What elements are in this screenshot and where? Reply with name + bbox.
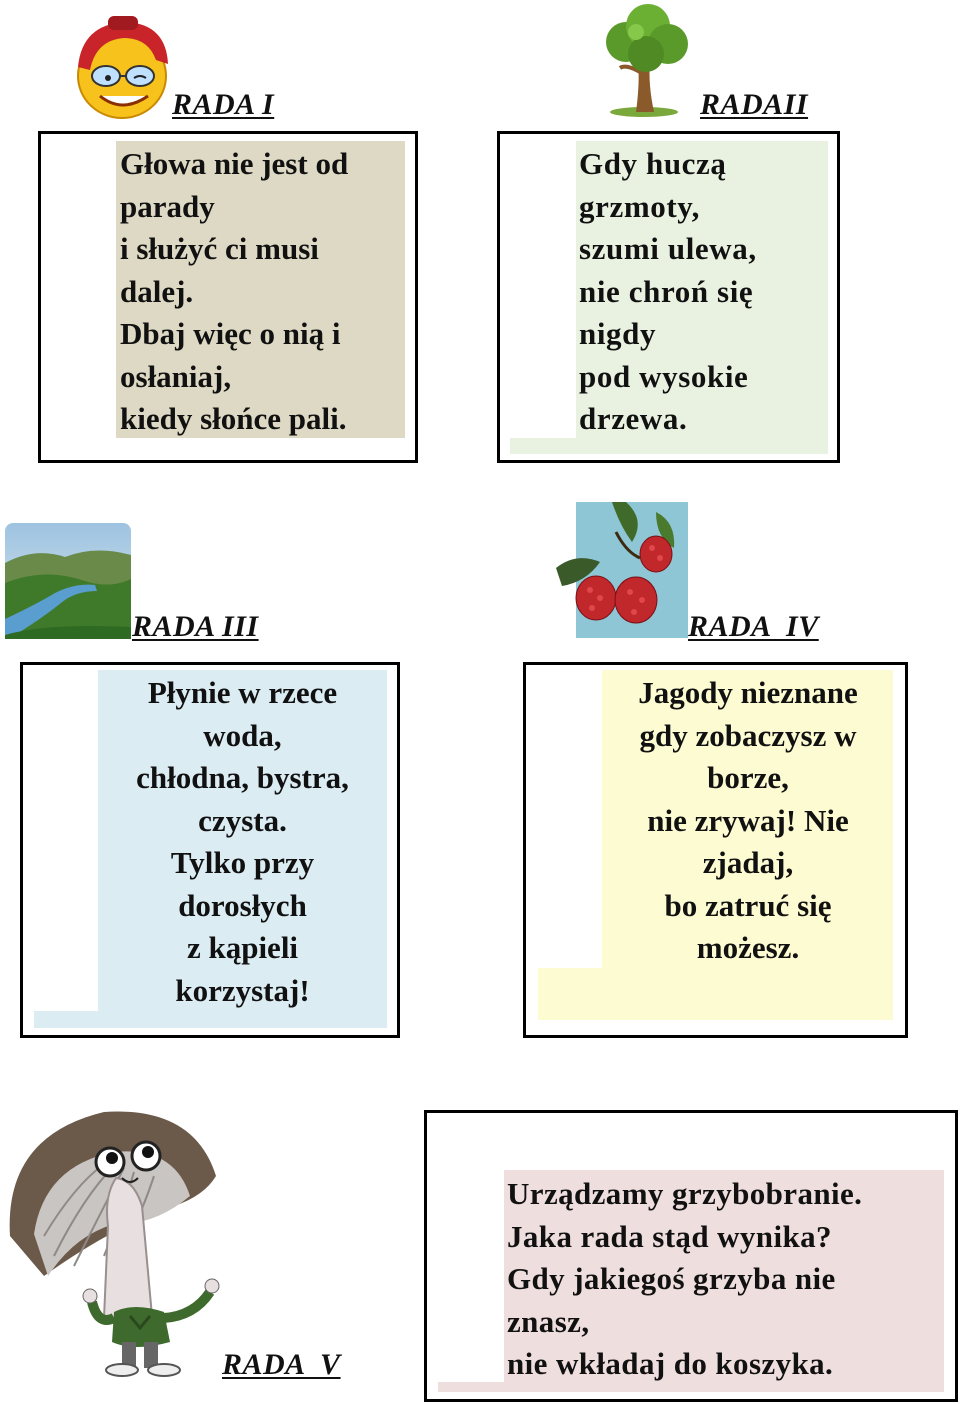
card1-line: osłaniaj, bbox=[120, 358, 232, 394]
card4-line: borze, bbox=[707, 760, 789, 795]
card4-line: gdy zobaczysz w bbox=[639, 717, 857, 753]
card4-background-strip bbox=[538, 968, 893, 1020]
card1-line: dalej. bbox=[120, 273, 194, 309]
card3-line: z kąpieli bbox=[186, 930, 299, 965]
card3-text bbox=[98, 672, 387, 1012]
card5-line: Gdy jakiegoś grzyba nie bbox=[507, 1261, 836, 1296]
card5-line: nie wkładaj do koszyka. bbox=[507, 1346, 834, 1381]
card3-title: RADA III bbox=[132, 610, 259, 643]
smiley-cap-icon bbox=[68, 12, 176, 122]
card2-text bbox=[579, 143, 757, 441]
card4-line: bo zatruć się bbox=[664, 887, 832, 923]
card5-title: RADA V bbox=[222, 1348, 341, 1381]
card3-line: woda, bbox=[203, 717, 282, 753]
card1-title: RADA I bbox=[172, 88, 275, 121]
card2-title: RADAII bbox=[700, 88, 809, 121]
card4-line: możesz. bbox=[696, 930, 800, 965]
card3-line: chłodna, bystra, bbox=[136, 760, 349, 795]
card3-line: Płynie w rzece bbox=[147, 675, 338, 710]
card1-line: Dbaj więc o nią i bbox=[120, 316, 341, 351]
card3-line: dorosłych bbox=[178, 887, 307, 923]
card2-line: grzmoty, bbox=[579, 188, 701, 224]
card1-line: kiedy słońce pali. bbox=[120, 401, 347, 436]
card5-line: znasz, bbox=[507, 1303, 590, 1339]
raspberry-icon bbox=[556, 502, 688, 638]
card5-line: Jaka rada stąd wynika? bbox=[507, 1218, 832, 1254]
card3-line: korzystaj! bbox=[175, 972, 310, 1008]
card5-text bbox=[507, 1173, 862, 1386]
card2-line: nigdy bbox=[579, 316, 657, 351]
card1-text bbox=[120, 143, 348, 441]
card4-line: nie zrywaj! Nie bbox=[647, 802, 849, 838]
card5-line: Urządzamy grzybobranie. bbox=[507, 1176, 863, 1211]
card3-background-strip bbox=[34, 1011, 387, 1028]
mushroom-character-icon bbox=[4, 1106, 224, 1378]
card1-line: Głowa nie jest od bbox=[120, 146, 349, 181]
card1-line: parady bbox=[120, 188, 215, 224]
card4-line: zjadaj, bbox=[702, 845, 794, 880]
river-landscape-icon bbox=[5, 523, 131, 639]
card3-line: Tylko przy bbox=[170, 845, 315, 880]
card4-line: Jagody nieznane bbox=[638, 675, 858, 710]
card2-line: Gdy huczą bbox=[579, 146, 727, 181]
card1-line: i służyć ci musi bbox=[120, 231, 319, 266]
card2-line: drzewa. bbox=[579, 401, 688, 436]
card4-text bbox=[598, 672, 898, 970]
card2-line: nie chroń się bbox=[579, 273, 754, 309]
card2-line: szumi ulewa, bbox=[579, 231, 757, 266]
tree-icon bbox=[596, 2, 692, 118]
card2-line: pod wysokie bbox=[579, 358, 749, 394]
card4-title: RADA IV bbox=[688, 610, 819, 643]
card3-line: czysta. bbox=[198, 802, 287, 838]
